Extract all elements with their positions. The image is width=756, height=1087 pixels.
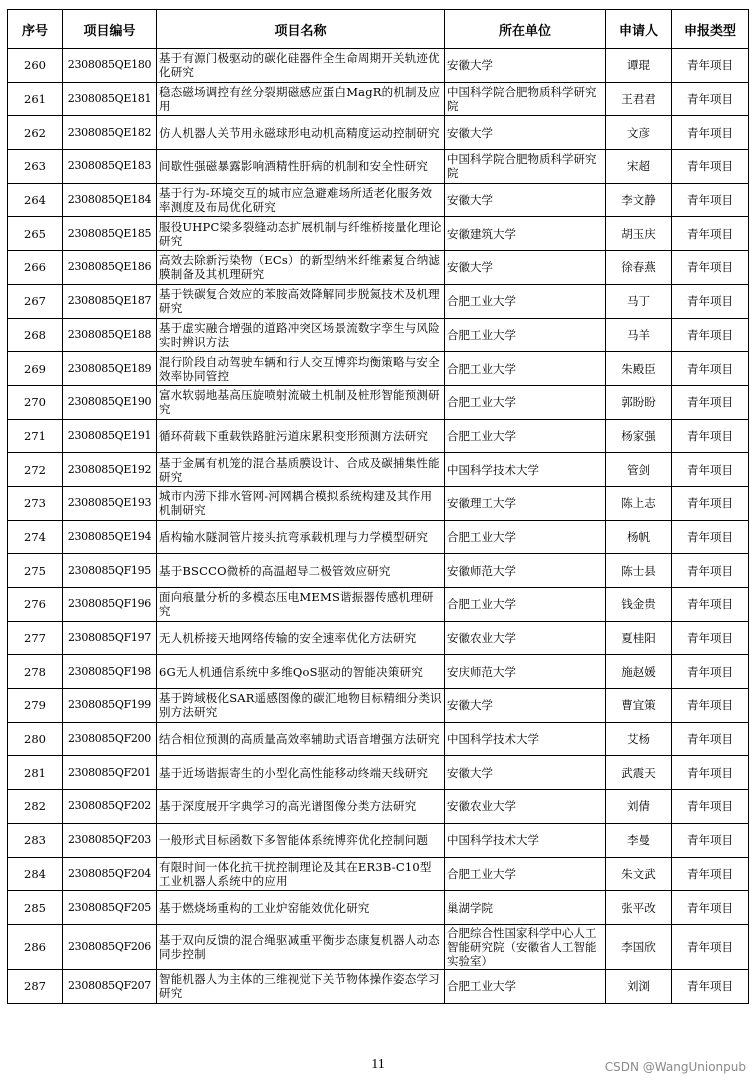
name-cell: 循环荷载下重载铁路脏污道床累积变形预测方法研究 (157, 419, 445, 453)
seq-cell: 268 (8, 318, 63, 352)
code-cell: 2308085QE191 (63, 419, 157, 453)
name-cell: 富水软弱地基高压旋喷射流破土机制及桩形智能预测研究 (157, 385, 445, 419)
name-cell: 服役UHPC梁多裂缝动态扩展机制与纤维桥接量化理论研究 (157, 217, 445, 251)
table-row (8, 891, 749, 925)
seq-cell: 274 (8, 520, 63, 554)
header-name: 项目名称 (157, 10, 445, 49)
type-cell: 青年项目 (672, 554, 749, 588)
name-cell: 基于金属有机笼的混合基质膜设计、合成及碳捕集性能研究 (157, 453, 445, 487)
unit-cell: 安徽大学 (445, 116, 606, 150)
table-row (8, 385, 749, 419)
unit-cell: 安徽大学 (445, 49, 606, 83)
type-cell: 青年项目 (672, 352, 749, 386)
applicant-cell: 夏桂阳 (606, 621, 672, 655)
name-cell: 基于深度展开字典学习的高光谱图像分类方法研究 (157, 790, 445, 824)
unit-cell: 合肥工业大学 (445, 284, 606, 318)
name-cell: 基于铁碳复合效应的苯胺高效降解同步脱氮技术及机理研究 (157, 284, 445, 318)
code-cell: 2308085QF205 (63, 891, 157, 925)
unit-cell: 中国科学技术大学 (445, 823, 606, 857)
table-row (8, 318, 749, 352)
table-row (8, 251, 749, 285)
unit-cell: 安徽师范大学 (445, 554, 606, 588)
code-cell: 2308085QF196 (63, 588, 157, 622)
seq-cell: 261 (8, 82, 63, 116)
name-cell: 6G无人机通信系统中多维QoS驱动的智能决策研究 (157, 655, 445, 689)
unit-cell: 合肥工业大学 (445, 419, 606, 453)
unit-cell: 巢湖学院 (445, 891, 606, 925)
code-cell: 2308085QE185 (63, 217, 157, 251)
name-cell: 基于BSCCO微桥的高温超导二极管效应研究 (157, 554, 445, 588)
header-code: 项目编号 (63, 10, 157, 49)
name-cell: 稳态磁场调控有丝分裂期磁感应蛋白MagR的机制及应用 (157, 82, 445, 116)
unit-cell: 合肥工业大学 (445, 385, 606, 419)
type-cell: 青年项目 (672, 116, 749, 150)
type-cell: 青年项目 (672, 284, 749, 318)
code-cell: 2308085QE184 (63, 183, 157, 217)
applicant-cell: 刘浏 (606, 969, 672, 1003)
seq-cell: 263 (8, 150, 63, 184)
applicant-cell: 马羊 (606, 318, 672, 352)
type-cell: 青年项目 (672, 150, 749, 184)
applicant-cell: 管剑 (606, 453, 672, 487)
type-cell: 青年项目 (672, 183, 749, 217)
type-cell: 青年项目 (672, 722, 749, 756)
unit-cell: 安徽农业大学 (445, 621, 606, 655)
table-row (8, 655, 749, 689)
table-row (8, 183, 749, 217)
code-cell: 2308085QF200 (63, 722, 157, 756)
table-row (8, 82, 749, 116)
name-cell: 城市内涝下排水管网-河网耦合模拟系统构建及其作用机制研究 (157, 486, 445, 520)
table-row (8, 520, 749, 554)
name-cell: 基于虚实融合增强的道路冲突区场景流数字孪生与风险实时辨识方法 (157, 318, 445, 352)
applicant-cell: 张平改 (606, 891, 672, 925)
seq-cell: 286 (8, 924, 63, 969)
applicant-cell: 李曼 (606, 823, 672, 857)
seq-cell: 278 (8, 655, 63, 689)
type-cell: 青年项目 (672, 756, 749, 790)
unit-cell: 合肥工业大学 (445, 588, 606, 622)
name-cell: 智能机器人为主体的三维视觉下关节物体操作姿态学习研究 (157, 969, 445, 1003)
applicant-cell: 杨帆 (606, 520, 672, 554)
seq-cell: 266 (8, 251, 63, 285)
applicant-cell: 朱文武 (606, 857, 672, 891)
unit-cell: 中国科学院合肥物质科学研究院 (445, 150, 606, 184)
table-row (8, 150, 749, 184)
seq-cell: 282 (8, 790, 63, 824)
name-cell: 盾构输水隧洞管片接头抗弯承载机理与力学模型研究 (157, 520, 445, 554)
unit-cell: 安庆师范大学 (445, 655, 606, 689)
name-cell: 间歇性强磁暴露影响酒精性肝病的机制和安全性研究 (157, 150, 445, 184)
table-row (8, 790, 749, 824)
unit-cell: 安徽大学 (445, 251, 606, 285)
seq-cell: 279 (8, 689, 63, 723)
code-cell: 2308085QF198 (63, 655, 157, 689)
unit-cell: 合肥工业大学 (445, 520, 606, 554)
code-cell: 2308085QF201 (63, 756, 157, 790)
seq-cell: 262 (8, 116, 63, 150)
seq-cell: 276 (8, 588, 63, 622)
applicant-cell: 王君君 (606, 82, 672, 116)
header-applicant: 申请人 (606, 10, 672, 49)
code-cell: 2308085QF206 (63, 924, 157, 969)
type-cell: 青年项目 (672, 655, 749, 689)
table-row (8, 49, 749, 83)
name-cell: 一般形式目标函数下多智能体系统博弈优化控制问题 (157, 823, 445, 857)
type-cell: 青年项目 (672, 419, 749, 453)
table-row (8, 284, 749, 318)
applicant-cell: 马丁 (606, 284, 672, 318)
seq-cell: 280 (8, 722, 63, 756)
name-cell: 基于近场谐振寄生的小型化高性能移动终端天线研究 (157, 756, 445, 790)
applicant-cell: 施赵媛 (606, 655, 672, 689)
type-cell: 青年项目 (672, 790, 749, 824)
seq-cell: 264 (8, 183, 63, 217)
page-number: 11 (371, 1057, 385, 1072)
type-cell: 青年项目 (672, 520, 749, 554)
code-cell: 2308085QF199 (63, 689, 157, 723)
code-cell: 2308085QE181 (63, 82, 157, 116)
seq-cell: 277 (8, 621, 63, 655)
applicant-cell: 陈上志 (606, 486, 672, 520)
type-cell: 青年项目 (672, 621, 749, 655)
seq-cell: 260 (8, 49, 63, 83)
header-unit: 所在单位 (445, 10, 606, 49)
table-row (8, 689, 749, 723)
table-row (8, 969, 749, 1003)
seq-cell: 272 (8, 453, 63, 487)
table-row (8, 453, 749, 487)
seq-cell: 273 (8, 486, 63, 520)
type-cell: 青年项目 (672, 857, 749, 891)
applicant-cell: 李文静 (606, 183, 672, 217)
applicant-cell: 曹宜策 (606, 689, 672, 723)
unit-cell: 安徽大学 (445, 756, 606, 790)
type-cell: 青年项目 (672, 486, 749, 520)
unit-cell: 中国科学院合肥物质科学研究院 (445, 82, 606, 116)
code-cell: 2308085QE182 (63, 116, 157, 150)
table-row (8, 116, 749, 150)
seq-cell: 285 (8, 891, 63, 925)
unit-cell: 合肥工业大学 (445, 318, 606, 352)
name-cell: 无人机桥接天地网络传输的安全速率优化方法研究 (157, 621, 445, 655)
seq-cell: 271 (8, 419, 63, 453)
unit-cell: 合肥工业大学 (445, 352, 606, 386)
unit-cell: 合肥综合性国家科学中心人工智能研究院（安徽省人工智能实验室） (445, 924, 606, 969)
code-cell: 2308085QF207 (63, 969, 157, 1003)
unit-cell: 安徽大学 (445, 689, 606, 723)
header-seq: 序号 (8, 10, 63, 49)
unit-cell: 安徽农业大学 (445, 790, 606, 824)
code-cell: 2308085QF202 (63, 790, 157, 824)
name-cell: 有限时间一体化抗干扰控制理论及其在ER3B-C10型工业机器人系统中的应用 (157, 857, 445, 891)
seq-cell: 269 (8, 352, 63, 386)
type-cell: 青年项目 (672, 969, 749, 1003)
unit-cell: 合肥工业大学 (445, 857, 606, 891)
table-row (8, 621, 749, 655)
name-cell: 基于燃烧场重构的工业炉窑能效优化研究 (157, 891, 445, 925)
table-header-row (8, 10, 749, 49)
code-cell: 2308085QE183 (63, 150, 157, 184)
code-cell: 2308085QE187 (63, 284, 157, 318)
applicant-cell: 李国欣 (606, 924, 672, 969)
type-cell: 青年项目 (672, 891, 749, 925)
code-cell: 2308085QF203 (63, 823, 157, 857)
unit-cell: 安徽建筑大学 (445, 217, 606, 251)
seq-cell: 265 (8, 217, 63, 251)
seq-cell: 275 (8, 554, 63, 588)
unit-cell: 安徽理工大学 (445, 486, 606, 520)
type-cell: 青年项目 (672, 689, 749, 723)
applicant-cell: 胡玉庆 (606, 217, 672, 251)
table-row (8, 756, 749, 790)
applicant-cell: 宋超 (606, 150, 672, 184)
unit-cell: 中国科学技术大学 (445, 722, 606, 756)
code-cell: 2308085QE180 (63, 49, 157, 83)
table-row (8, 588, 749, 622)
type-cell: 青年项目 (672, 82, 749, 116)
seq-cell: 270 (8, 385, 63, 419)
name-cell: 基于有源门极驱动的碳化硅器件全生命周期开关轨迹优化研究 (157, 49, 445, 83)
table-row (8, 554, 749, 588)
table-row (8, 486, 749, 520)
table-row (8, 823, 749, 857)
type-cell: 青年项目 (672, 823, 749, 857)
unit-cell: 合肥工业大学 (445, 969, 606, 1003)
code-cell: 2308085QE193 (63, 486, 157, 520)
seq-cell: 267 (8, 284, 63, 318)
code-cell: 2308085QF195 (63, 554, 157, 588)
applicant-cell: 陈士县 (606, 554, 672, 588)
seq-cell: 281 (8, 756, 63, 790)
table-row (8, 419, 749, 453)
name-cell: 仿人机器人关节用永磁球形电动机高精度运动控制研究 (157, 116, 445, 150)
type-cell: 青年项目 (672, 453, 749, 487)
unit-cell: 安徽大学 (445, 183, 606, 217)
code-cell: 2308085QE189 (63, 352, 157, 386)
table-row (8, 722, 749, 756)
name-cell: 混行阶段自动驾驶车辆和行人交互博弈均衡策略与安全效率协同管控 (157, 352, 445, 386)
applicant-cell: 刘倩 (606, 790, 672, 824)
table-row (8, 857, 749, 891)
name-cell: 基于行为-环境交互的城市应急避难场所适老化服务效率测度及布局优化研究 (157, 183, 445, 217)
project-table (7, 9, 749, 1004)
type-cell: 青年项目 (672, 217, 749, 251)
seq-cell: 284 (8, 857, 63, 891)
code-cell: 2308085QE186 (63, 251, 157, 285)
applicant-cell: 谭琨 (606, 49, 672, 83)
applicant-cell: 徐春燕 (606, 251, 672, 285)
applicant-cell: 文彦 (606, 116, 672, 150)
table-row (8, 352, 749, 386)
type-cell: 青年项目 (672, 385, 749, 419)
applicant-cell: 郭盼盼 (606, 385, 672, 419)
code-cell: 2308085QE194 (63, 520, 157, 554)
type-cell: 青年项目 (672, 318, 749, 352)
watermark: CSDN @WangUnionpub (604, 1060, 746, 1074)
applicant-cell: 杨家强 (606, 419, 672, 453)
applicant-cell: 艾杨 (606, 722, 672, 756)
applicant-cell: 朱殿臣 (606, 352, 672, 386)
name-cell: 高效去除新污染物（ECs）的新型纳米纤维素复合纳滤膜制备及其机理研究 (157, 251, 445, 285)
code-cell: 2308085QE190 (63, 385, 157, 419)
table-row (8, 924, 749, 969)
name-cell: 基于双向反馈的混合绳驱减重平衡步态康复机器人动态同步控制 (157, 924, 445, 969)
name-cell: 结合相位预测的高质量高效率辅助式语音增强方法研究 (157, 722, 445, 756)
type-cell: 青年项目 (672, 49, 749, 83)
seq-cell: 287 (8, 969, 63, 1003)
seq-cell: 283 (8, 823, 63, 857)
type-cell: 青年项目 (672, 251, 749, 285)
header-type: 申报类型 (672, 10, 749, 49)
applicant-cell: 武震天 (606, 756, 672, 790)
code-cell: 2308085QF197 (63, 621, 157, 655)
code-cell: 2308085QE188 (63, 318, 157, 352)
type-cell: 青年项目 (672, 588, 749, 622)
type-cell: 青年项目 (672, 924, 749, 969)
table-row (8, 217, 749, 251)
code-cell: 2308085QE192 (63, 453, 157, 487)
name-cell: 基于跨域极化SAR遥感图像的碳汇地物目标精细分类识别方法研究 (157, 689, 445, 723)
unit-cell: 中国科学技术大学 (445, 453, 606, 487)
code-cell: 2308085QF204 (63, 857, 157, 891)
name-cell: 面向痕量分析的多模态压电MEMS谐振器传感机理研究 (157, 588, 445, 622)
applicant-cell: 钱金贵 (606, 588, 672, 622)
